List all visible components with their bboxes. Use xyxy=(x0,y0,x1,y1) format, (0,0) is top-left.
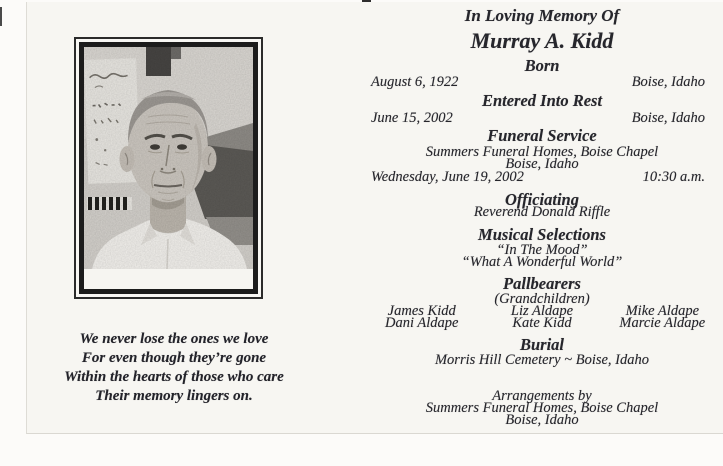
pallbearer-name: Dani Aldape xyxy=(384,315,459,331)
burial-heading: Burial xyxy=(519,335,565,354)
pallbearer-name: Kate Kidd xyxy=(512,315,572,331)
entered-date: June 15, 2002 xyxy=(371,110,453,126)
funeral-city: Boise, Idaho xyxy=(505,156,579,172)
pallbearer-name: Liz Aldape xyxy=(510,303,574,319)
entered-into-rest-row xyxy=(363,111,721,126)
scan-artifact-edge xyxy=(0,7,2,26)
burial-location: Morris Hill Cemetery ~ Boise, Idaho xyxy=(434,352,650,368)
funeral-venue: Summers Funeral Homes, Boise Chapel xyxy=(425,144,659,160)
arrangements-line: Summers Funeral Homes, Boise Chapel xyxy=(425,400,659,416)
funeral-service-heading: Funeral Service xyxy=(487,126,597,145)
pallbearers-heading: Pallbearers xyxy=(503,274,581,293)
pallbearer-name: Mike Aldape xyxy=(625,303,700,319)
officiant-name: Reverend Donald Riffle xyxy=(473,204,611,220)
pallbearer-name: Marcie Aldape xyxy=(619,315,706,331)
poem-line: Their memory lingers on. xyxy=(95,388,253,404)
deceased-name: Murray A. Kidd xyxy=(470,28,614,53)
poem-line: We never lose the ones we love xyxy=(79,331,269,347)
song-title: “What A Wonderful World” xyxy=(461,254,623,270)
musical-selections-heading: Musical Selections xyxy=(478,225,606,244)
officiating-heading: Officiating xyxy=(505,190,579,209)
born-row xyxy=(363,75,721,90)
arrangements-line: Arrangements by xyxy=(492,388,592,404)
poem-line: For even though they’re gone xyxy=(81,350,267,366)
photo-frame xyxy=(74,37,263,299)
portrait-photo xyxy=(84,47,253,289)
pallbearers-row xyxy=(363,316,721,331)
funeral-date: Wednesday, June 19, 2002 xyxy=(371,169,524,185)
memorial-poem xyxy=(49,330,299,406)
pallbearer-name: James Kidd xyxy=(387,303,456,319)
entered-place: Boise, Idaho xyxy=(631,110,705,126)
memorial-line: In Loving Memory Of xyxy=(464,6,620,25)
funeral-time: 10:30 a.m. xyxy=(642,169,705,185)
poem-line: Within the hearts of those who care xyxy=(64,369,284,385)
funeral-date-row xyxy=(363,170,721,185)
song-title: “In The Mood” xyxy=(496,242,588,258)
arrangements-line: Boise, Idaho xyxy=(505,412,579,428)
born-place: Boise, Idaho xyxy=(631,74,705,90)
entered-into-rest-heading: Entered Into Rest xyxy=(481,91,603,110)
born-date: August 6, 1922 xyxy=(371,74,459,90)
program-details xyxy=(363,2,721,433)
photo-mat xyxy=(79,42,258,294)
memorial-card xyxy=(26,2,723,434)
born-heading: Born xyxy=(524,56,560,75)
pallbearers-subheading: (Grandchildren) xyxy=(494,291,590,307)
